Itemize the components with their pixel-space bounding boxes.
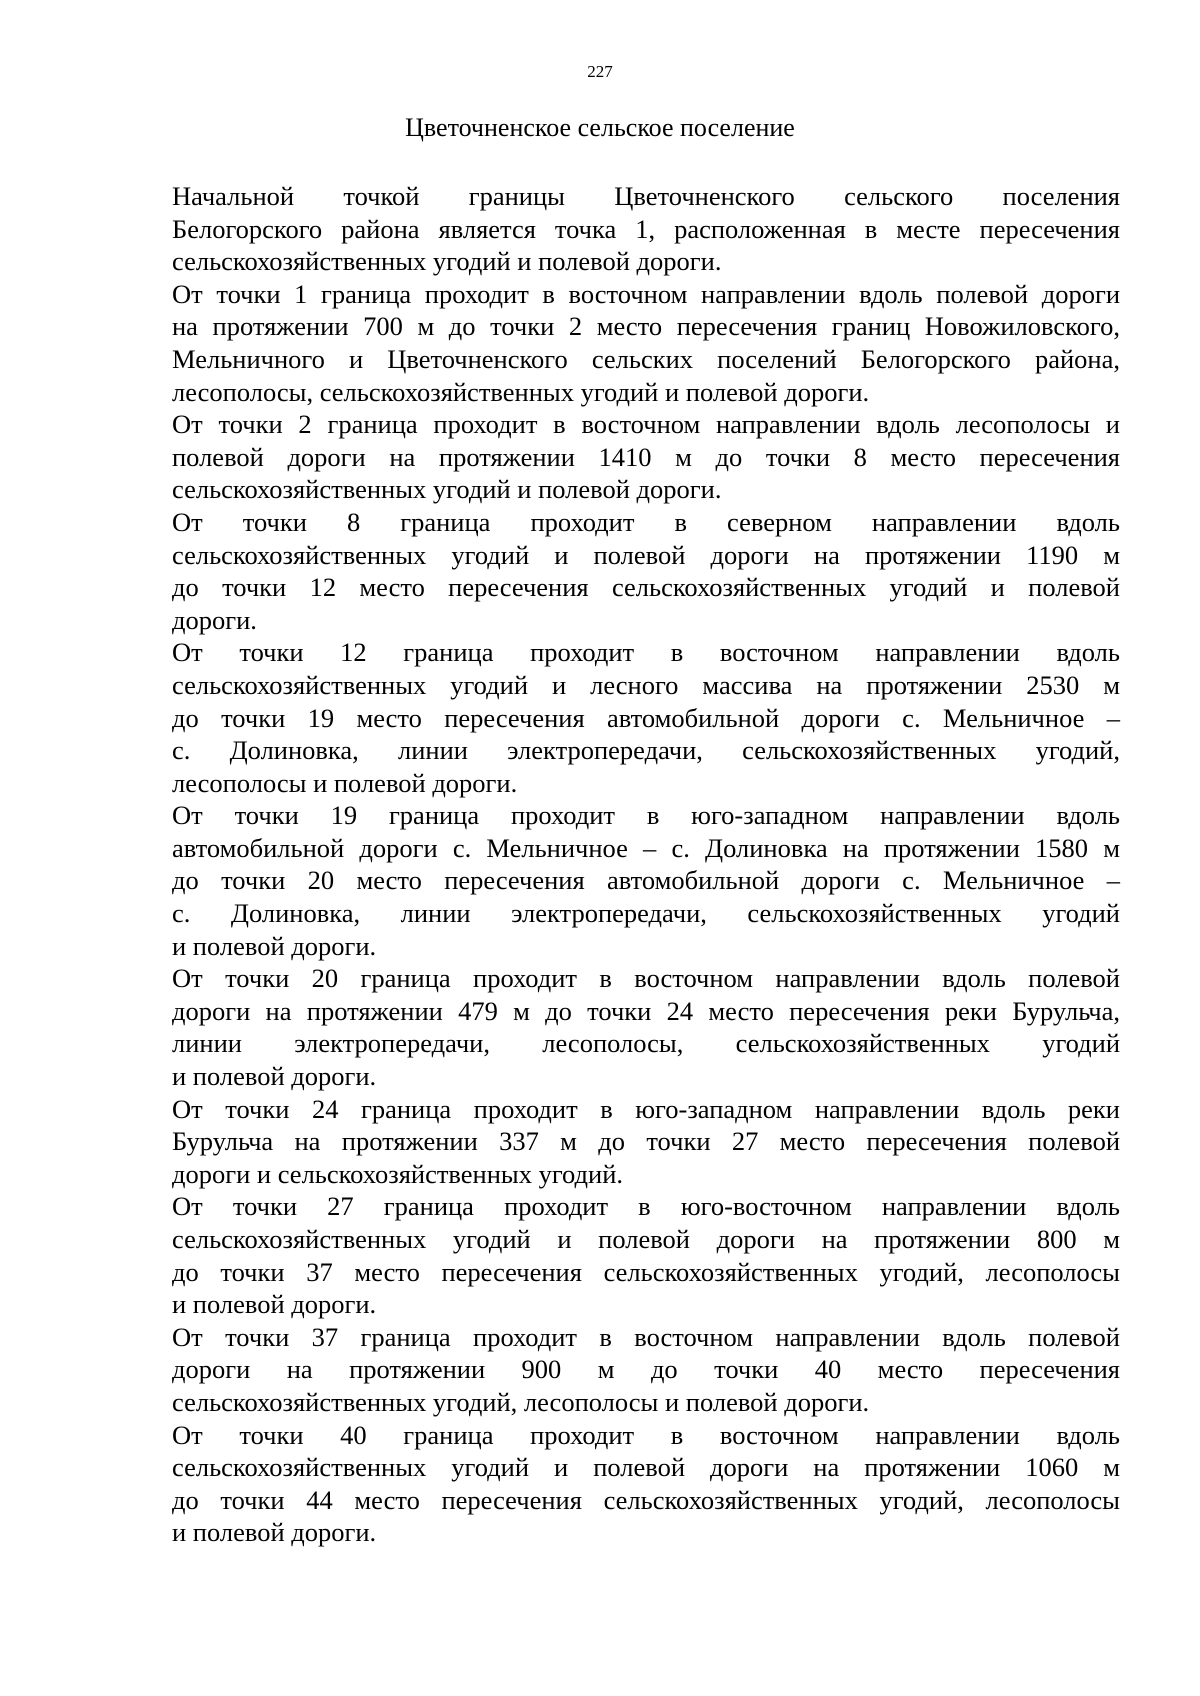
document-body	[172, 180, 1120, 1549]
paragraph	[172, 278, 1120, 408]
paragraph	[172, 408, 1120, 506]
text-line: дороги и сельскохозяйственных угодий.	[172, 1158, 624, 1189]
text-line: сельскохозяйственных угодий, лесополосы и полевой дороги.	[172, 1386, 870, 1417]
paragraph	[172, 506, 1120, 636]
text-line: на протяжении 700 м до точки 2 место пересечения границ Новожиловского,	[172, 311, 1120, 342]
text-line: От точки 24 граница проходит в юго-западном направлении вдоль реки	[172, 1093, 1120, 1124]
text-line: От точки 2 граница проходит в восточном направлении вдоль лесополосы и	[172, 409, 1120, 440]
text-line: Бурульча на протяжении 337 м до точки 27 место пересечения полевой	[172, 1126, 1120, 1157]
page-number: 227	[587, 62, 613, 81]
text-line: От точки 8 граница проходит в северном направлении вдоль	[172, 506, 1120, 537]
text-line: и полевой дороги.	[172, 930, 377, 961]
text-line: От точки 12 граница проходит в восточном направлении вдоль	[172, 637, 1120, 668]
text-line: до точки 44 место пересечения сельскохозяйственных угодий, лесополосы	[172, 1484, 1120, 1515]
text-line: От точки 37 граница проходит в восточном направлении вдоль полевой	[172, 1321, 1120, 1352]
text-line: Начальной точкой границы Цветочненского сельского поселения	[172, 181, 1120, 211]
paragraph	[172, 1093, 1120, 1191]
paragraph	[172, 962, 1120, 1092]
paragraph	[172, 180, 1120, 278]
text-line: линии электропередачи, лесополосы, сельскохозяйственных угодий	[172, 1028, 1120, 1059]
text-line: сельскохозяйственных угодий и полевой дороги.	[172, 474, 722, 505]
text-line: дороги.	[172, 604, 257, 635]
text-line: сельскохозяйственных угодий и полевой дороги на протяжении 800 м	[172, 1224, 1120, 1254]
text-line: до точки 37 место пересечения сельскохозяйственных угодий, лесополосы	[172, 1256, 1120, 1287]
text-line: сельскохозяйственных угодий и лесного массива на протяжении 2530 м	[172, 669, 1120, 700]
text-line: автомобильной дороги с. Мельничное – с. Долиновка на протяжении 1580 м	[172, 832, 1120, 863]
text-line: сельскохозяйственных угодий и полевой дороги на протяжении 1190 м	[172, 539, 1120, 570]
text-line: до точки 12 место пересечения сельскохозяйственных угодий и полевой	[172, 572, 1120, 603]
text-line: От точки 1 граница проходит в восточном направлении вдоль полевой дороги	[172, 278, 1120, 309]
paragraph	[172, 1419, 1120, 1549]
text-line: От точки 20 граница проходит в восточном направлении вдоль полевой	[172, 963, 1120, 994]
text-line: От точки 19 граница проходит в юго-западном направлении вдоль	[172, 800, 1120, 831]
text-line: до точки 19 место пересечения автомобильной дороги с. Мельничное –	[172, 702, 1120, 733]
text-line: и полевой дороги.	[172, 1517, 377, 1548]
paragraph	[172, 1321, 1120, 1419]
text-line: сельскохозяйственных угодий и полевой дороги на протяжении 1060 м	[172, 1452, 1120, 1483]
paragraph	[172, 1190, 1120, 1320]
text-line: сельскохозяйственных угодий и полевой дороги.	[172, 246, 722, 277]
text-line: до точки 20 место пересечения автомобильной дороги с. Мельничное –	[172, 865, 1120, 896]
paragraph	[172, 799, 1120, 962]
text-line: с. Долиновка, линии электропередачи, сельскохозяйственных угодий,	[172, 735, 1120, 766]
text-line: и полевой дороги.	[172, 1289, 377, 1320]
text-line: полевой дороги на протяжении 1410 м до точки 8 место пересечения	[172, 441, 1120, 472]
paragraph	[172, 636, 1120, 799]
text-line: дороги на протяжении 900 м до точки 40 место пересечения	[172, 1354, 1120, 1385]
text-line: Мельничного и Цветочненского сельских поселений Белогорского района,	[172, 343, 1120, 374]
text-line: От точки 27 граница проходит в юго-восточном направлении вдоль	[172, 1191, 1120, 1222]
text-line: Белогорского района является точка 1, расположенная в месте пересечения	[172, 213, 1120, 244]
text-line: От точки 40 граница проходит в восточном направлении вдоль	[172, 1419, 1120, 1450]
page-title: Цветочненское сельское поселение	[405, 113, 795, 142]
text-line: дороги на протяжении 479 м до точки 24 место пересечения реки Бурульча,	[172, 995, 1120, 1026]
text-line: с. Долиновка, линии электропередачи, сельскохозяйственных угодий	[172, 898, 1120, 929]
text-line: лесополосы, сельскохозяйственных угодий и полевой дороги.	[172, 376, 870, 407]
text-line: лесополосы и полевой дороги.	[172, 767, 518, 798]
text-line: и полевой дороги.	[172, 1061, 377, 1092]
